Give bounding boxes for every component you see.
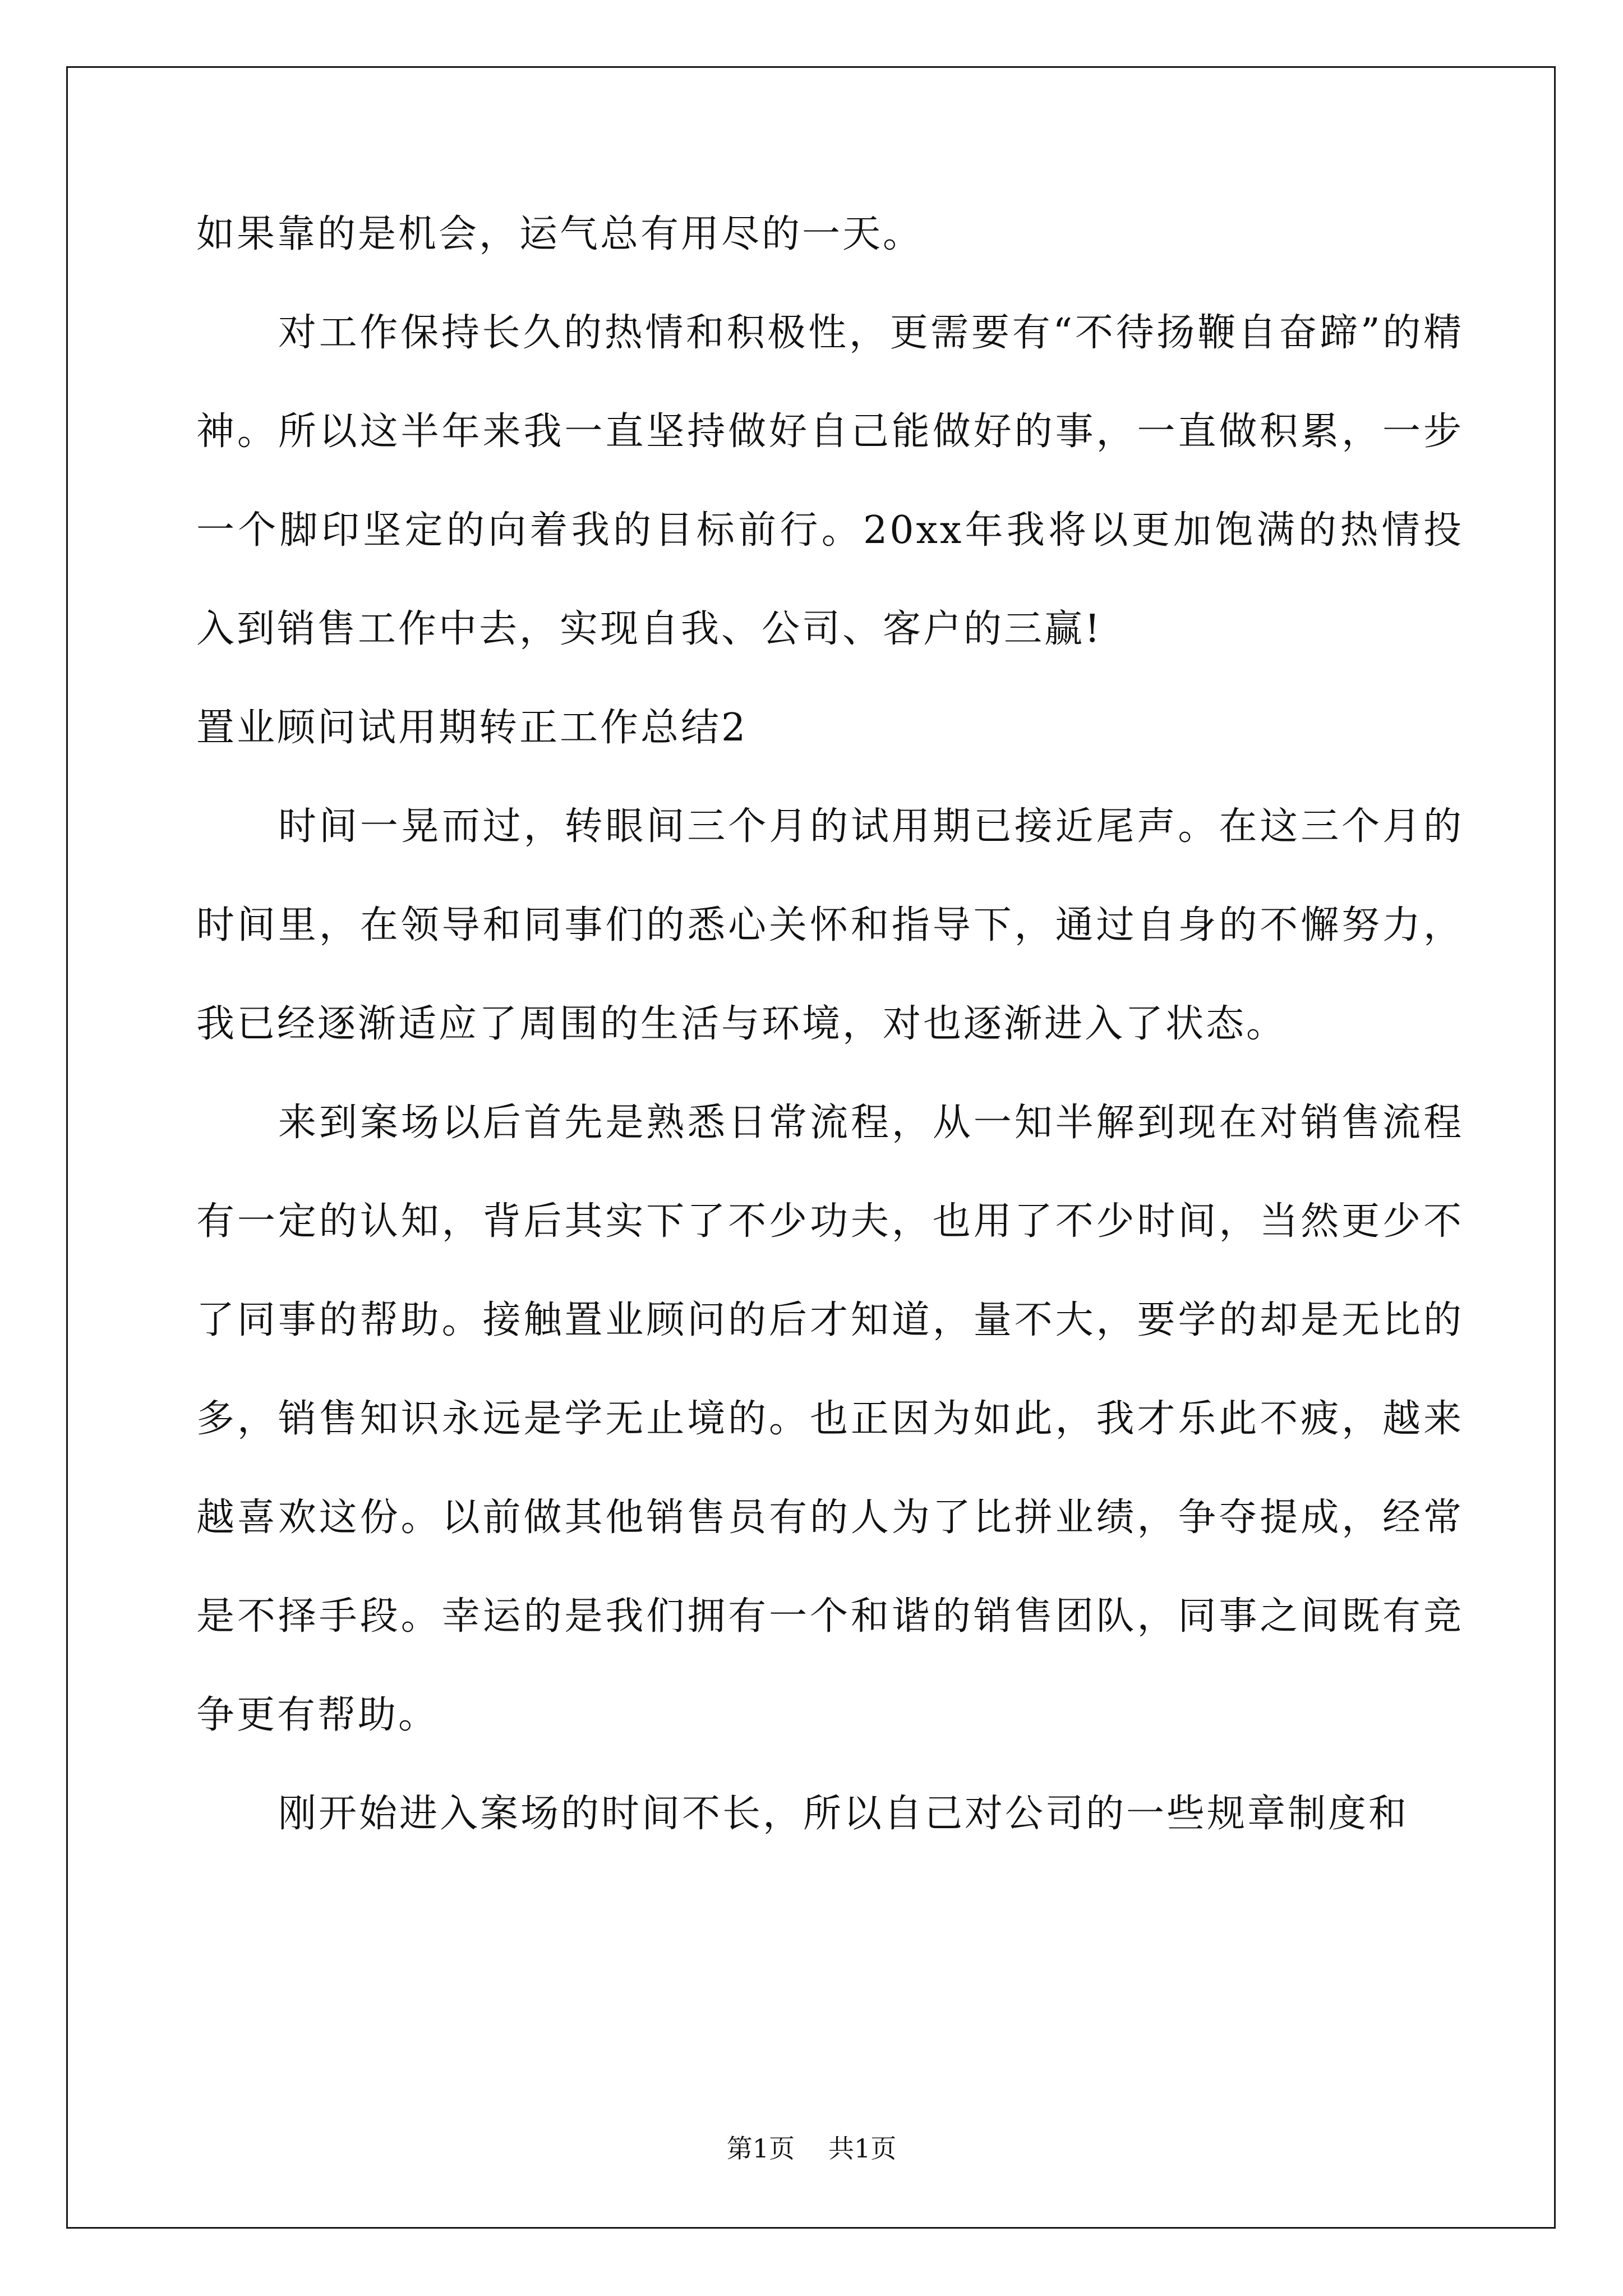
paragraph: 对工作保持长久的热情和积极性，更需要有“不待扬鞭自奋蹄”的精神。所以这半年来我一直坚持做好自己能做好的事，一直做积累，一步一个脚印坚定的向着我的目标前行。20xx年我将以更加饱满的热情投入到销售工作中去，实现自我、公司、客户的三赢! (196, 311, 1464, 651)
page-total: 共1页 (828, 2133, 897, 2164)
page-footer (0, 2132, 1623, 2165)
paragraph: 刚开始进入案场的时间不长，所以自己对公司的一些规章制度和 (278, 1792, 1409, 1836)
paragraph: 时间一晃而过，转眼间三个月的试用期已接近尾声。在这三个月的时间里，在领导和同事们的悉心关怀和指导下，通过自身的不懈努力，我已经逐渐适应了周围的生活与环境，对也逐渐进入了状态。 (196, 804, 1464, 1046)
document-body (196, 185, 1464, 1864)
paragraph: 来到案场以后首先是熟悉日常流程，从一知半解到现在对销售流程有一定的认知，背后其实下了不少功夫，也用了不少时间，当然更少不了同事的帮助。接触置业顾问的后才知道，量不大，要学的却是无比的多，销售知识永远是学无止境的。也正因为如此，我才乐此不疲，越来越喜欢这份。以前做其他销售员有的人为了比拼业绩，争夺提成，经常是不择手段。幸运的是我们拥有一个和谐的销售团队，同事之间既有竞争更有帮助。 (196, 1101, 1464, 1737)
section-heading: 置业顾问试用期转正工作总结2 (196, 706, 748, 750)
paragraph-continuation: 如果靠的是机会，运气总有用尽的一天。 (196, 212, 924, 256)
page-number: 第1页 (726, 2133, 795, 2164)
